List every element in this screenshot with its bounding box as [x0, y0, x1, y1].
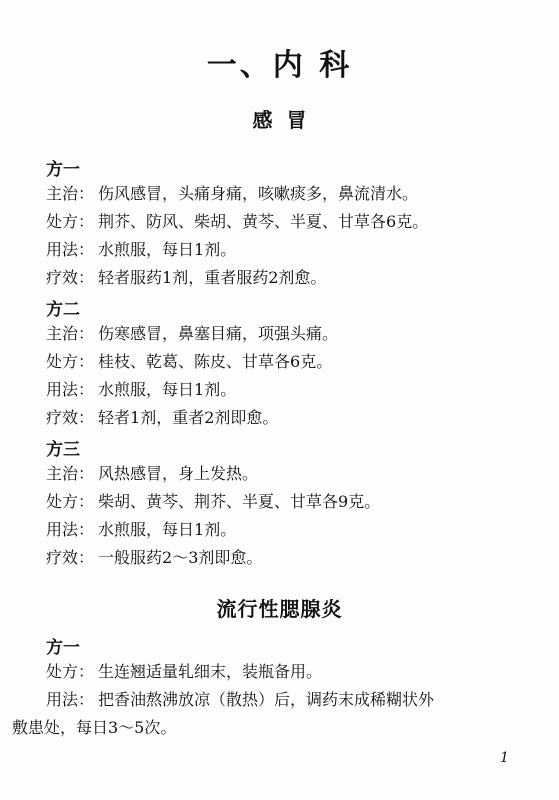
line-label: 主治：: [46, 184, 95, 203]
line-text: 轻者1剂，重者2剂即愈。: [98, 408, 279, 427]
line-text: 一般服药2～3剂即愈。: [98, 548, 263, 567]
line-text: 桂枝、乾葛、陈皮、甘草各6克。: [98, 352, 333, 371]
entry-line: [46, 517, 236, 540]
line-text: 伤寒感冒，鼻塞目痛，项强头痛。: [98, 324, 339, 343]
continuation-line: 敷患处，每日3～5次。: [12, 718, 177, 737]
entry-line: [46, 181, 418, 204]
line-label: 主治：: [46, 324, 95, 343]
line-text: 把香油熬沸放凉（散热）后，调药末成稀糊状外: [98, 690, 435, 709]
entry-line: [46, 377, 236, 400]
line-text: 生连翘适量轧细末，装瓶备用。: [98, 662, 323, 681]
chapter-title: 一、内 科: [206, 48, 353, 83]
line-label: 处方：: [46, 662, 95, 681]
entry-line: [46, 349, 332, 372]
line-text: 荆芥、防风、柴胡、黄芩、半夏、甘草各6克。: [98, 212, 429, 231]
prescription-heading: 方一: [46, 160, 80, 180]
prescription-heading: 方二: [46, 300, 80, 320]
prescription-heading: 方三: [46, 440, 80, 460]
line-label: 处方：: [46, 352, 95, 371]
line-text: 水煎服，每日1剂。: [98, 380, 237, 399]
entry-line: [46, 265, 326, 288]
line-text: 轻者服药1剂，重者服药2剂愈。: [98, 268, 327, 287]
entry-line: [46, 687, 434, 710]
section-title-cold: 感冒: [252, 108, 321, 132]
section-title-mumps: 流行性腮腺炎: [216, 597, 343, 621]
line-label: 用法：: [46, 240, 95, 259]
line-label: 处方：: [46, 492, 95, 511]
line-label: 处方：: [46, 212, 95, 231]
line-text: 伤风感冒，头痛身痛，咳嗽痰多，鼻流清水。: [98, 184, 419, 203]
line-label: 主治：: [46, 464, 95, 483]
line-text: 柴胡、黄芩、荆芥、半夏、甘草各9克。: [98, 492, 381, 511]
line-label: 疗效：: [46, 548, 95, 567]
line-label: 用法：: [46, 380, 95, 399]
line-label: 用法：: [46, 690, 95, 709]
line-label: 用法：: [46, 520, 95, 539]
entry-line: [46, 545, 262, 568]
entry-line: [46, 461, 258, 484]
entry-line: [46, 659, 322, 682]
entry-line: [46, 405, 278, 428]
entry-line: [46, 209, 428, 232]
page-number: 1: [500, 750, 509, 766]
line-text: 水煎服，每日1剂。: [98, 240, 237, 259]
entry-line: [46, 237, 236, 260]
prescription-heading: 方一: [46, 638, 80, 658]
entry-line: [46, 321, 338, 344]
entry-line: [46, 489, 380, 512]
line-label: 疗效：: [46, 408, 95, 427]
line-text: 风热感冒，身上发热。: [98, 464, 259, 483]
line-label: 疗效：: [46, 268, 95, 287]
line-text: 水煎服，每日1剂。: [98, 520, 237, 539]
